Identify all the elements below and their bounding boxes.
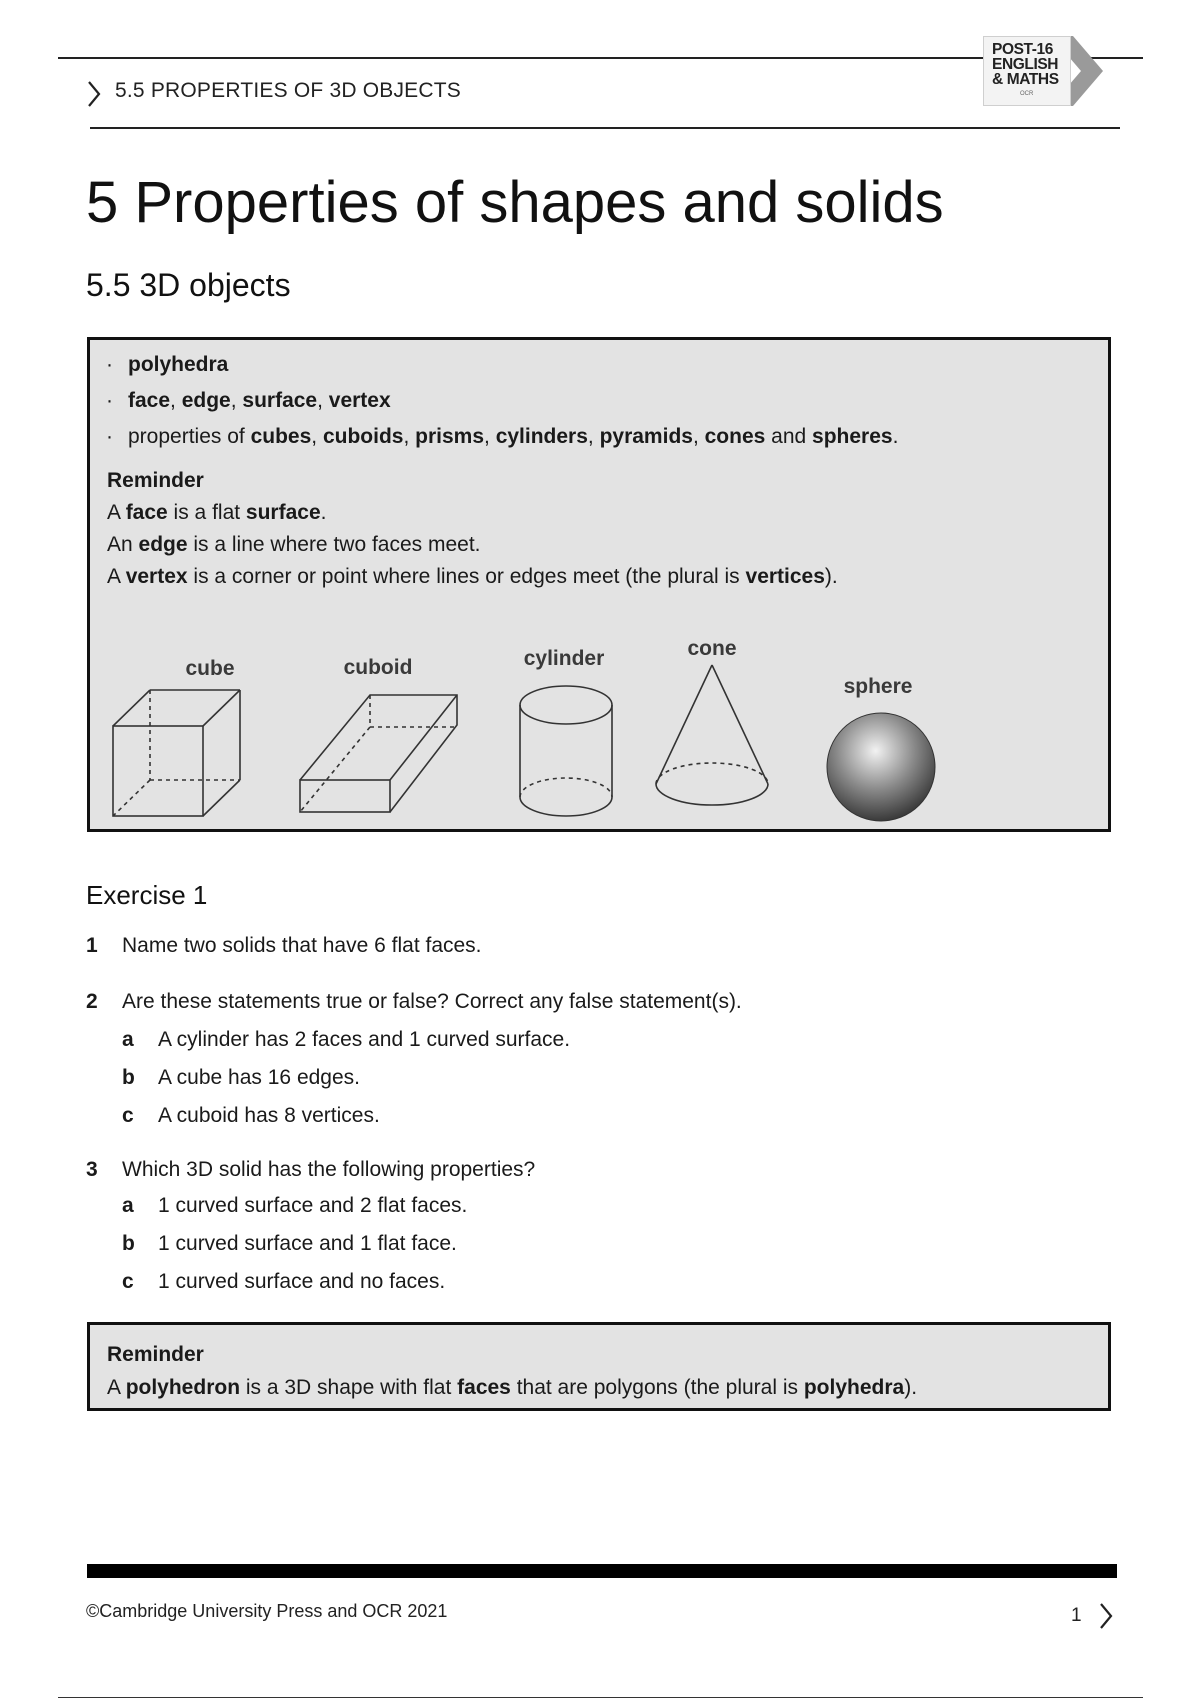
sub-question-letter: b <box>122 1066 135 1089</box>
question-number: 1 <box>86 934 98 957</box>
label-cone: cone <box>687 637 737 660</box>
next-page-chevron-icon[interactable] <box>1098 1602 1114 1630</box>
sub-question-letter: c <box>122 1104 134 1127</box>
cube-shape <box>113 690 240 816</box>
label-cube: cube <box>185 657 235 680</box>
sub-question-text: A cube has 16 edges. <box>158 1066 360 1089</box>
page-title: 5 Properties of shapes and solids <box>86 170 944 235</box>
reminder-label: Reminder <box>107 1343 204 1366</box>
label-cuboid: cuboid <box>343 656 413 679</box>
bullet-face-edge: · face, edge, surface, vertex <box>106 389 391 412</box>
bullet-properties: · properties of cubes, cuboids, prisms, cylinders, pyramids, cones and spheres. <box>106 425 899 448</box>
sphere-shape <box>827 713 935 821</box>
reminder-vertex: A vertex is a corner or point where lines or edges meet (the plural is vertices). <box>107 565 838 588</box>
bottom-rule <box>58 1697 1143 1698</box>
footer-bar <box>87 1564 1117 1578</box>
question-text: Which 3D solid has the following properties? <box>122 1158 536 1181</box>
question-number: 2 <box>86 990 98 1013</box>
header-rule <box>90 127 1120 129</box>
question-text: Name two solids that have 6 flat faces. <box>122 934 482 957</box>
sub-question-text: 1 curved surface and 1 flat face. <box>158 1232 457 1255</box>
copyright-text: ©Cambridge University Press and OCR 2021 <box>86 1601 448 1621</box>
chevron-right-icon <box>86 80 102 108</box>
section-header: 5.5 PROPERTIES OF 3D OBJECTS <box>115 79 461 102</box>
label-sphere: sphere <box>843 675 913 698</box>
sub-question-text: 1 curved surface and no faces. <box>158 1270 446 1293</box>
sub-question-letter: b <box>122 1232 135 1255</box>
question-text: Are these statements true or false? Correct any false statement(s). <box>122 990 742 1013</box>
polyhedron-reminder-box <box>87 1322 1111 1411</box>
reminder-polyhedron: A polyhedron is a 3D shape with flat faces that are polygons (the plural is polyhedra). <box>107 1376 918 1399</box>
top-rule <box>58 57 1143 59</box>
bullet-polyhedra: · polyhedra <box>106 353 229 376</box>
sub-question-letter: a <box>122 1194 134 1217</box>
section-title: 5.5 3D objects <box>86 267 291 303</box>
sub-question-letter: c <box>122 1270 134 1293</box>
exercise-heading: Exercise 1 <box>86 880 208 910</box>
sub-question-text: 1 curved surface and 2 flat faces. <box>158 1194 468 1217</box>
logo-box: POST-16 ENGLISH & MATHS OCR <box>983 36 1071 106</box>
sub-question-text: A cylinder has 2 faces and 1 curved surface. <box>158 1028 571 1051</box>
key-terms-box <box>87 337 1111 832</box>
reminder-edge: An edge is a line where two faces meet. <box>107 533 481 556</box>
reminder-face: A face is a flat surface. <box>107 501 327 524</box>
post16-logo <box>983 36 1123 106</box>
question-number: 3 <box>86 1158 98 1181</box>
cylinder-shape <box>520 686 612 816</box>
reminder-label: Reminder <box>107 469 204 492</box>
page-number: 1 <box>1071 1605 1082 1626</box>
sub-question-letter: a <box>122 1028 134 1051</box>
label-cylinder: cylinder <box>523 647 605 670</box>
cuboid-shape <box>300 695 457 812</box>
cone-shape <box>656 665 768 805</box>
sub-question-text: A cuboid has 8 vertices. <box>158 1104 380 1127</box>
